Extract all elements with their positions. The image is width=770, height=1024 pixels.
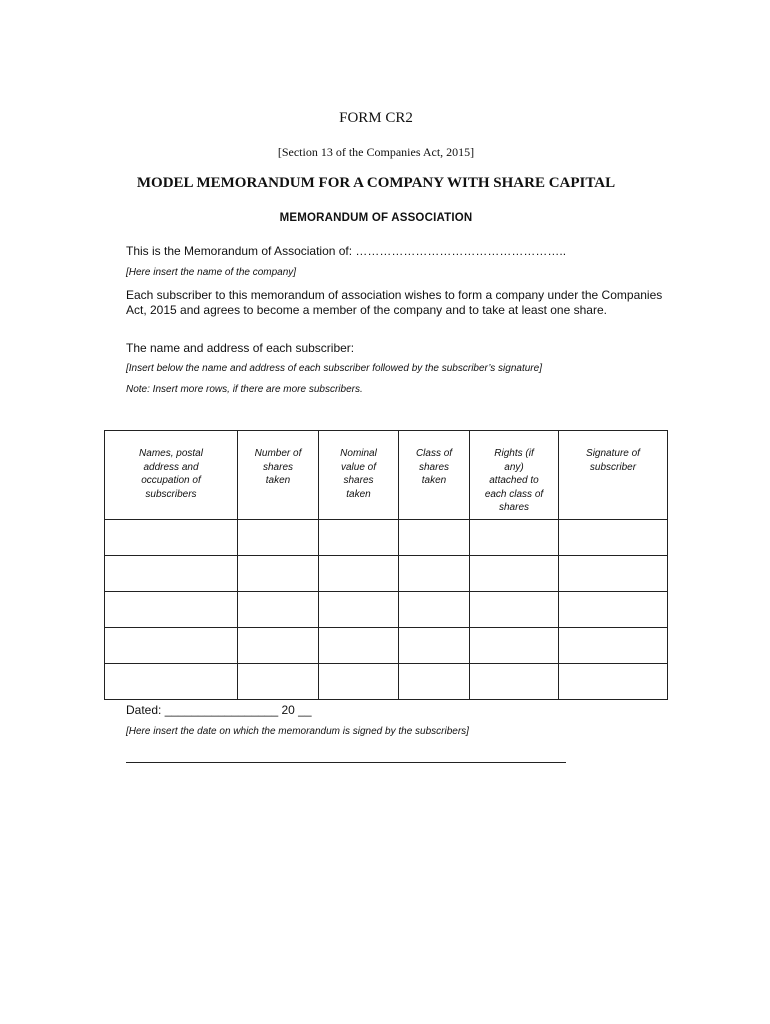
table-cell[interactable] [559,592,668,628]
table-cell[interactable] [319,628,399,664]
insert-name-instruction: [Here insert the name of the company] [126,267,297,278]
table-row [105,664,668,700]
table-cell[interactable] [470,556,559,592]
table-cell[interactable] [238,592,319,628]
table-cell[interactable] [105,520,238,556]
table-cell[interactable] [559,664,668,700]
table-row [105,628,668,664]
column-header-label: Nominal value of shares taken [340,448,377,500]
insert-below-instruction: [Insert below the name and address of each subscriber followed by the subscriber’s signature] [126,363,542,374]
table-cell[interactable] [238,628,319,664]
dated-line: Dated: _________________ 20 __ [126,703,312,717]
section-reference: [Section 13 of the Companies Act, 2015] [277,145,475,159]
table-cell[interactable] [399,592,470,628]
column-header-label: Signature of subscriber [586,448,640,473]
table-cell[interactable] [105,664,238,700]
column-header-rights [470,431,559,520]
table-cell[interactable] [559,628,668,664]
document-title: MODEL MEMORANDUM FOR A COMPANY WITH SHARE CAPITAL [136,175,616,191]
column-header-signature [559,431,668,520]
name-address-heading: The name and address of each subscriber: [126,341,355,355]
table-cell[interactable] [399,664,470,700]
column-header-label: Number of shares taken [254,448,302,486]
table-row [105,520,668,556]
subscriber-paragraph: Each subscriber to this memorandum of association wishes to form a company under the Companies Act, 2015 and agrees to become a member of the company and to take at least one share. [126,288,663,317]
table-cell[interactable] [399,628,470,664]
table-cell[interactable] [470,520,559,556]
intro-line: This is the Memorandum of Association of: …………………………………………….. [126,244,567,258]
table-row [105,592,668,628]
table-cell[interactable] [105,592,238,628]
table-header-row [105,431,668,520]
memorandum-heading: MEMORANDUM OF ASSOCIATION [279,212,473,224]
table-cell[interactable] [319,520,399,556]
table-cell[interactable] [399,556,470,592]
column-header-label: Names, postal address and occupation of subscribers [139,448,203,500]
table-row [105,556,668,592]
column-header-names [105,431,238,520]
table-cell[interactable] [238,520,319,556]
table-cell[interactable] [238,664,319,700]
signature-line [126,752,566,763]
column-header-class-of-shares [399,431,470,520]
insert-rows-note: Note: Insert more rows, if there are more subscribers. [126,384,363,395]
table-cell[interactable] [105,556,238,592]
column-header-label: Class of shares taken [415,448,453,486]
table-cell[interactable] [470,628,559,664]
form-title: FORM CR2 [339,110,413,126]
table-cell[interactable] [559,520,668,556]
column-header-number-of-shares [238,431,319,520]
column-header-nominal-value [319,431,399,520]
table-cell[interactable] [238,556,319,592]
table-cell[interactable] [105,628,238,664]
table-cell[interactable] [319,592,399,628]
table-cell[interactable] [399,520,470,556]
table-cell[interactable] [470,592,559,628]
table-cell[interactable] [470,664,559,700]
table-cell[interactable] [319,664,399,700]
column-header-label: Rights (if any) attached to each class of shares [484,448,544,513]
insert-date-instruction: [Here insert the date on which the memorandum is signed by the subscribers] [126,726,469,737]
table-cell[interactable] [319,556,399,592]
subscribers-table [104,430,668,700]
table-cell[interactable] [559,556,668,592]
